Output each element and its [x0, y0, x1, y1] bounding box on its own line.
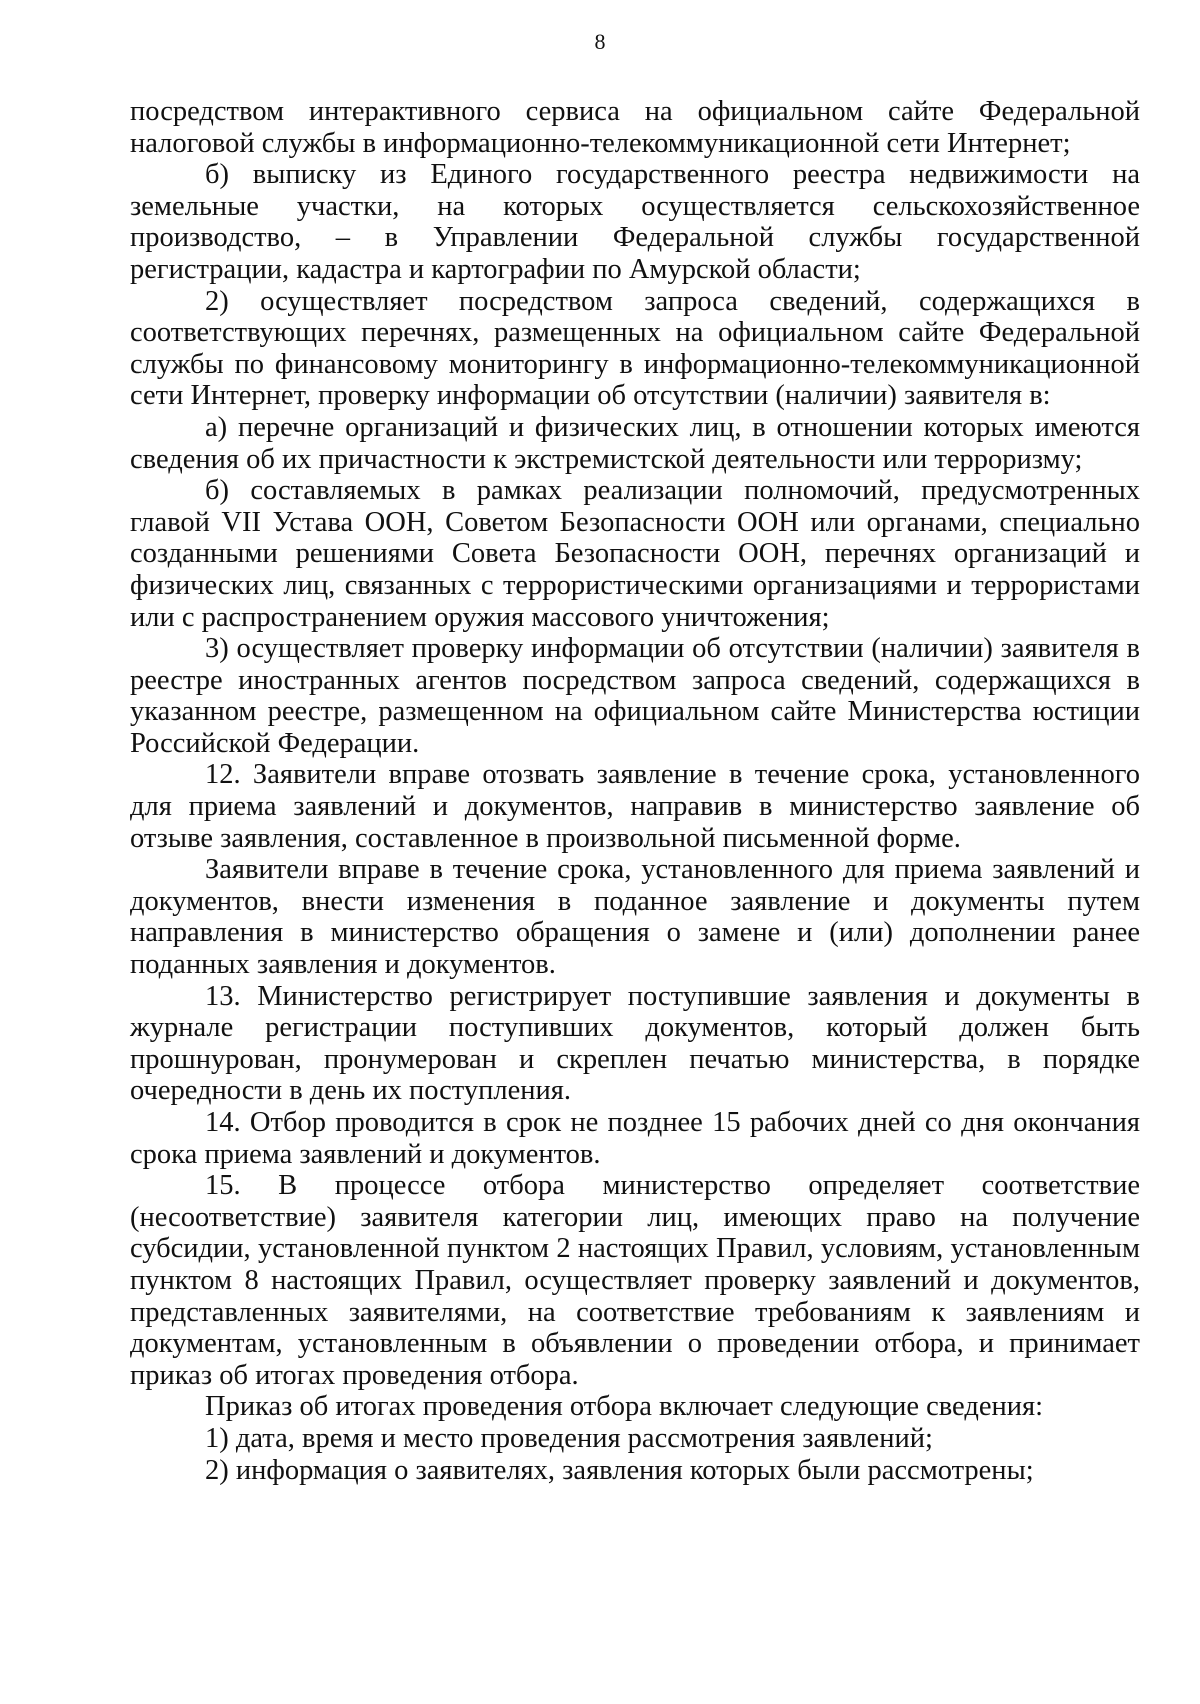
document-body — [130, 96, 1140, 1486]
page-number: 8 — [594, 29, 606, 54]
paragraph: б) составляемых в рамках реализации полномочий, предусмотренных главой VII Устава ООН, Советом Безопасности ООН или органами, специально созданными решениями Совета Безопасности ООН, перечнях организаций и физических лиц, связанных с террористическими организациями и террористами или с распространением оружия массового уничтожения; — [130, 475, 1140, 633]
paragraph: 13. Министерство регистрирует поступившие заявления и документы в журнале регистрации поступивших документов, который должен быть прошнурован, пронумерован и скреплен печатью министерства, в порядке очередности в день их поступления. — [130, 980, 1140, 1107]
paragraph: 14. Отбор проводится в срок не позднее 15 рабочих дней со дня окончания срока приема заявлений и документов. — [130, 1107, 1140, 1170]
paragraph: Приказ об итогах проведения отбора включает следующие сведения: — [205, 1391, 1044, 1423]
paragraph: а) перечне организаций и физических лиц, в отношении которых имеются сведения об их причастности к экстремистской деятельности или терроризму; — [130, 411, 1140, 475]
paragraph: 2) осуществляет посредством запроса сведений, содержащихся в соответствующих перечнях, размещенных на официальном сайте Федеральной службы по финансовому мониторингу в информационно-телекоммуникационной сети Интернет, проверку информации об отсутствии (наличии) заявителя в: — [130, 285, 1140, 412]
paragraph: б) выписку из Единого государственного реестра недвижимости на земельные участки, на которых осуществляется сельскохозяйственное производство, – в Управлении Федеральной службы государственной регистрации, кадастра и картографии по Амурской области; — [130, 159, 1140, 285]
paragraph: Заявители вправе в течение срока, установленного для приема заявлений и документов, внести изменения в поданное заявление и документы путем направления в министерство обращения о замене и (или) дополнении ранее поданных заявления и документов. — [130, 854, 1140, 981]
paragraph: 2) информация о заявителях, заявления которых были рассмотрены; — [205, 1454, 1034, 1486]
paragraph: 12. Заявители вправе отозвать заявление в течение срока, установленного для приема заявлений и документов, направив в министерство заявление об отзыве заявления, составленное в произвольной письменной форме. — [130, 759, 1140, 854]
paragraph: 1) дата, время и место проведения рассмотрения заявлений; — [205, 1422, 933, 1454]
paragraph: 3) осуществляет проверку информации об отсутствии (наличии) заявителя в реестре иностранных агентов посредством запроса сведений, содержащихся в указанном реестре, размещенном на официальном сайте Министерства юстиции Российской Федерации. — [130, 633, 1140, 759]
paragraph: посредством интерактивного сервиса на официальном сайте Федеральной налоговой службы в информационно-телекоммуникационной сети Интернет; — [130, 96, 1140, 159]
paragraph: 15. В процессе отбора министерство определяет соответствие (несоответствие) заявителя категории лиц, имеющих право на получение субсидии, установленной пунктом 2 настоящих Правил, условиям, установленным пунктом 8 настоящих Правил, осуществляет проверку заявлений и документов, представленных заявителями, на соответствие требованиям к заявлениям и документам, установленным в объявлении о проведении отбора, и принимает приказ об итогах проведения отбора. — [130, 1170, 1140, 1391]
